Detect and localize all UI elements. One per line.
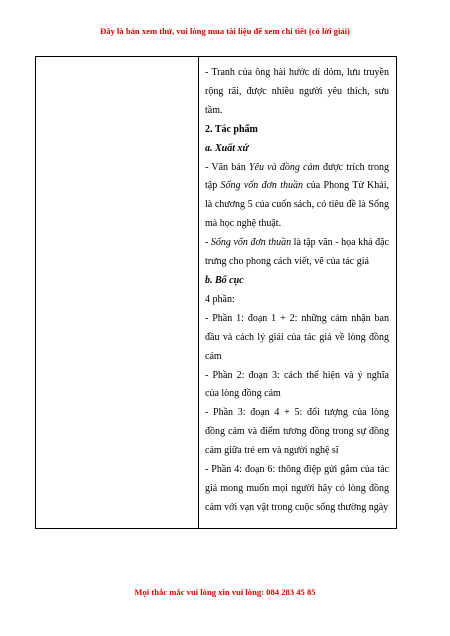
origin-suffix: của Phong Tử Khải, là chương 5 của cuốn sách, có tiêu đề là Sống mà học nghệ thuật. — [205, 180, 389, 230]
book-prefix: - — [205, 237, 211, 249]
origin-middle: được trích trong tập — [205, 161, 389, 192]
paragraph-book — [205, 234, 389, 272]
part-4: - Phần 4: đoạn 6: thông điệp gửi gắm của tác giả mong muốn mọi người hãy có lòng đồng cảm với vạn vật trong cuộc sống thường ngày — [205, 464, 389, 513]
subheading-layout: b. Bố cục — [205, 274, 244, 286]
book-title-2: Sống vốn đơn thuần — [210, 237, 292, 249]
part-2: - Phần 2: đoạn 3: cách thể hiện và ý nghĩa của lòng đồng cảm — [205, 369, 389, 400]
subheading-origin: a. Xuất xứ — [205, 142, 249, 154]
preview-notice: Đây là bản xem thử, vui lòng mua tài liệu để xem chi tiết (có lời giải) — [100, 26, 350, 36]
contact-notice: Mọi thắc mắc vui lòng xin vui lòng: 084 283 45 85 — [134, 587, 316, 597]
content-table — [35, 56, 397, 529]
column-divider — [198, 57, 199, 528]
right-cell — [205, 64, 389, 518]
part-3: - Phần 3: đoạn 4 + 5: đối tượng của lòng đồng cảm và điểm tương đồng trong sự đồng cảm giữa trẻ em và người nghệ sĩ — [205, 407, 389, 457]
origin-prefix: - Văn bản — [205, 161, 249, 173]
part-1: - Phần 1: đoạn 1 + 2: những cảm nhận ban đầu và cách lý giải của tác giả về lòng đồng cảm — [205, 312, 389, 362]
paragraph-author-painting: - Tranh của ông hài hước dí dỏm, lưu truyền rộng rãi, được nhiều người yêu thích, sưu tầm. — [205, 67, 389, 116]
parts-intro: 4 phần: — [205, 293, 235, 305]
work-title: Yêu và đồng cảm — [248, 161, 320, 173]
book-suffix: là tập văn - họa khá đặc trưng cho phong cách viết, vẽ của tác giả — [205, 237, 389, 268]
paragraph-origin — [205, 159, 389, 235]
section-title: 2. Tác phẩm — [205, 123, 258, 135]
book-title: Sống vốn đơn thuần — [220, 180, 304, 192]
